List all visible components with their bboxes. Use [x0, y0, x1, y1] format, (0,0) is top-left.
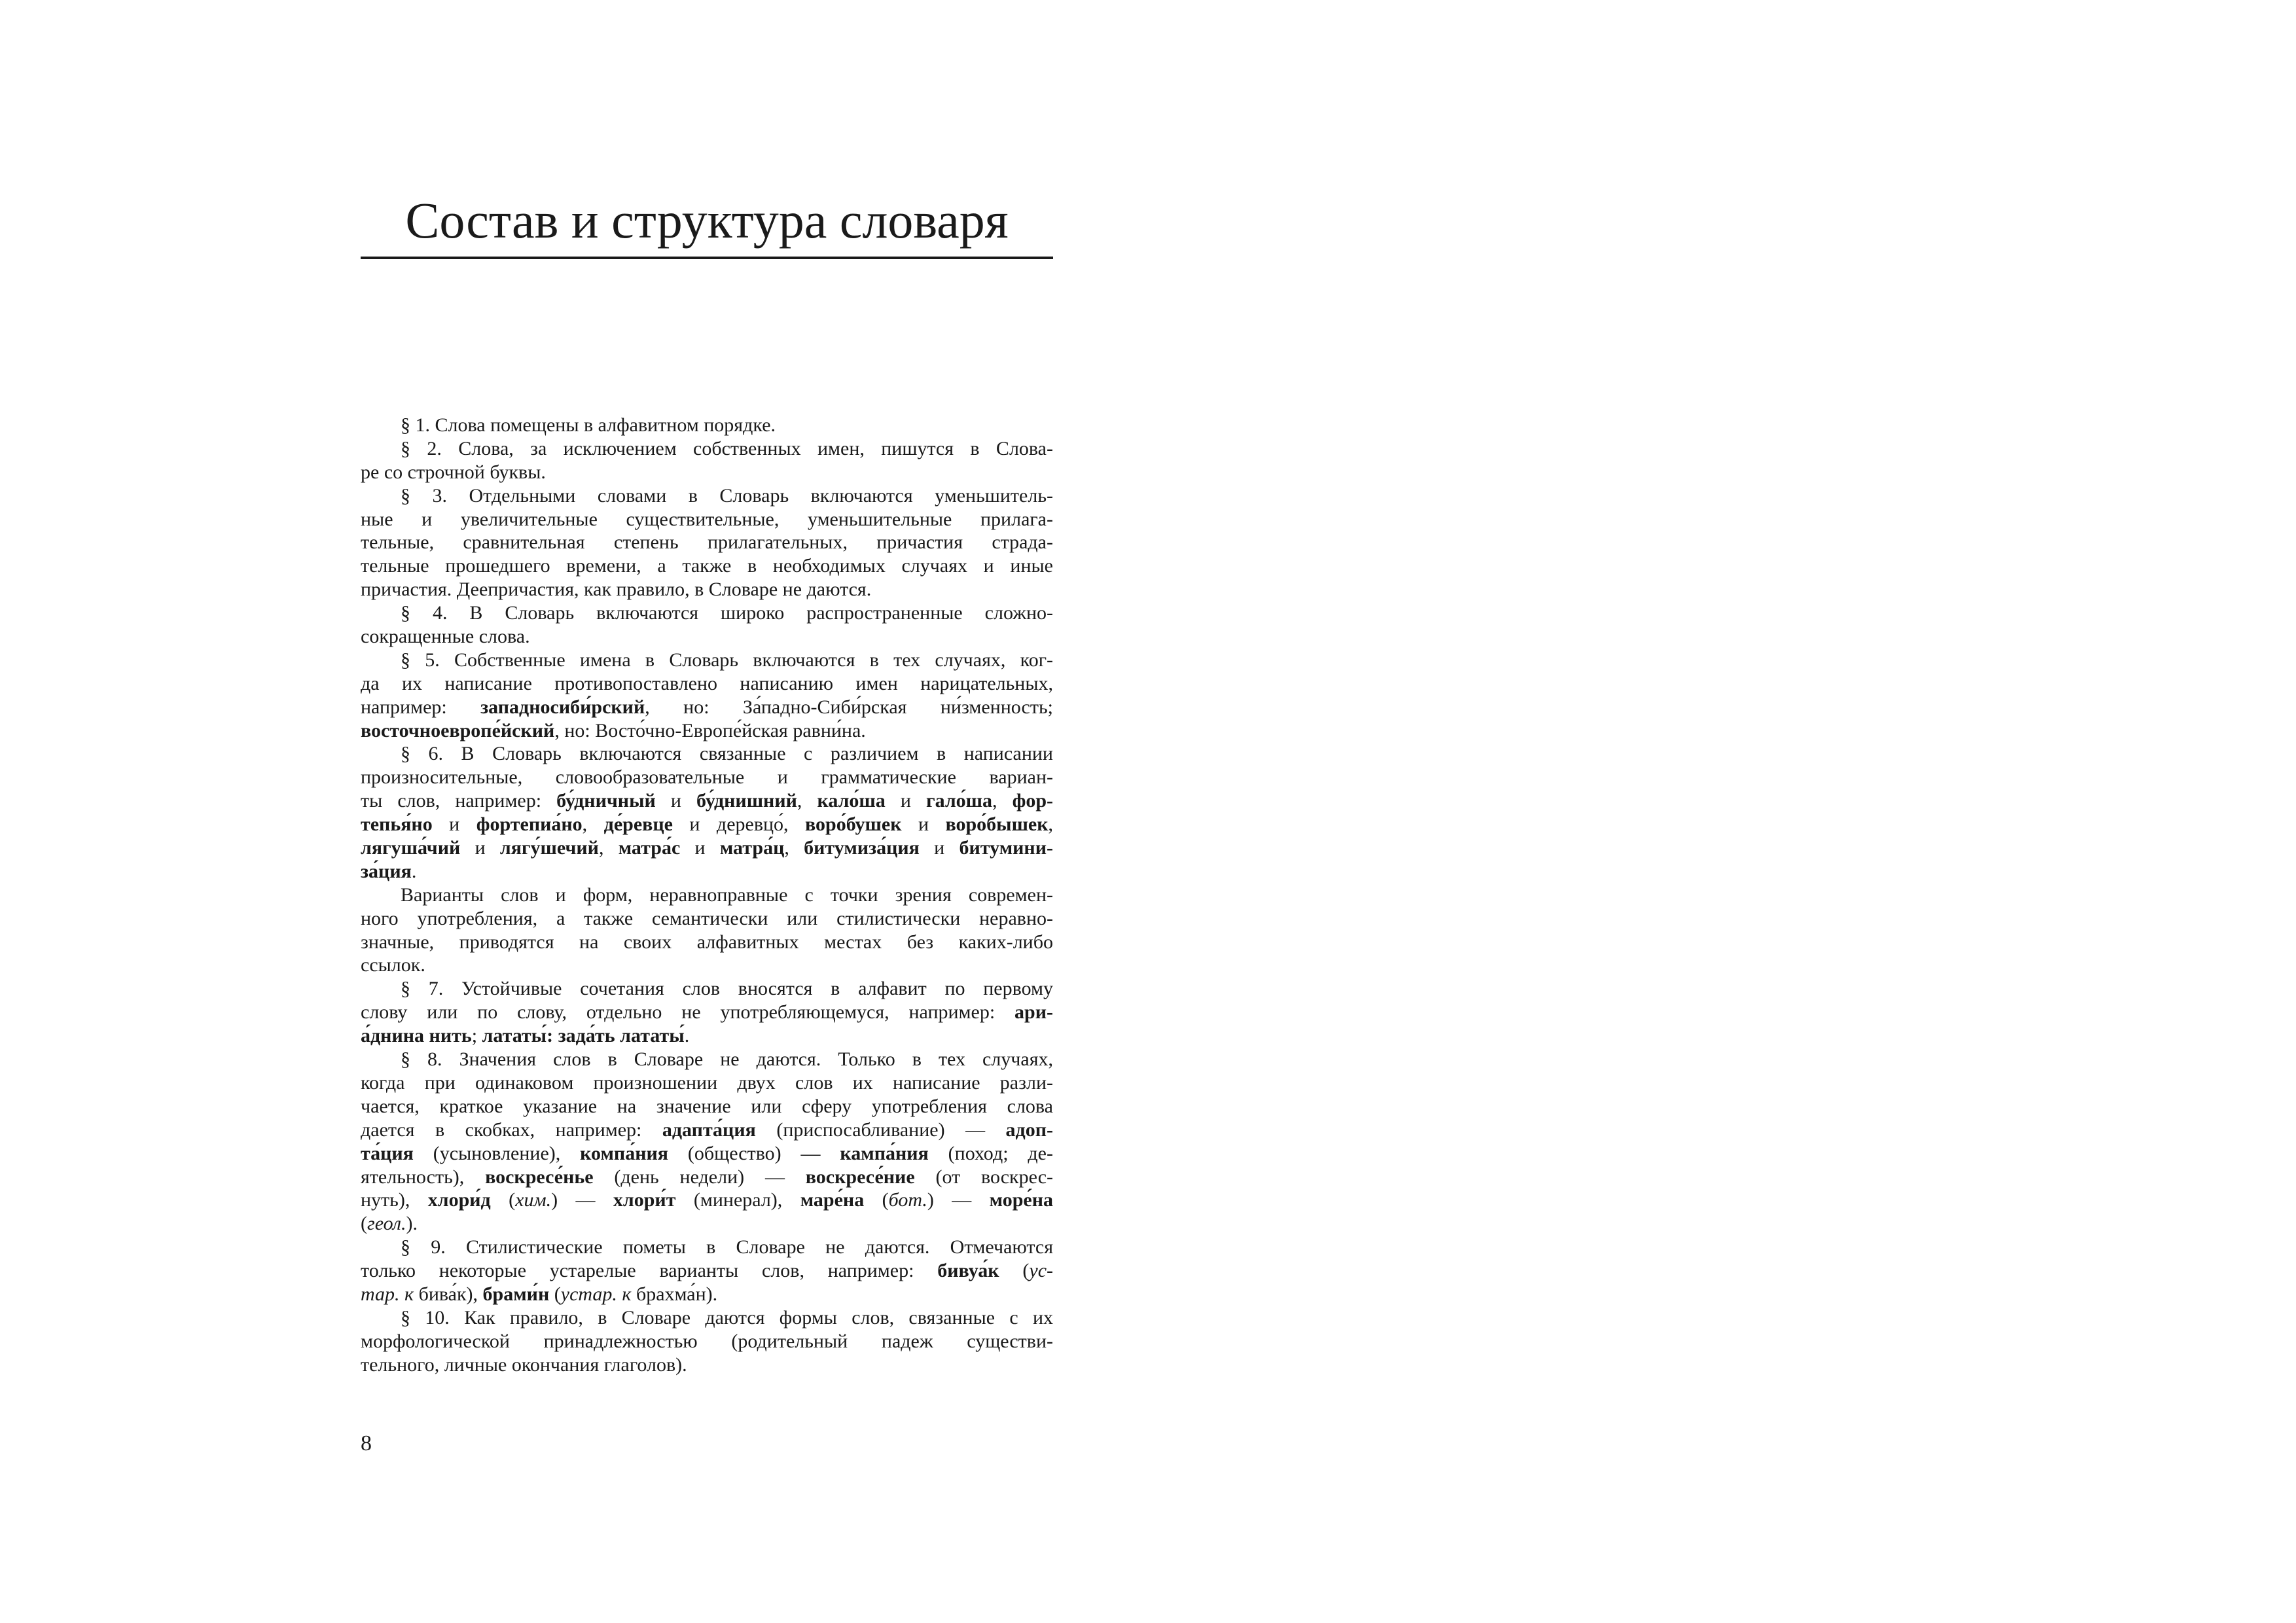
paragraph: [361, 649, 1053, 743]
paragraph: [361, 1306, 1053, 1377]
headword: ари-: [1014, 1001, 1053, 1024]
text-run: (общество) —: [668, 1142, 840, 1164]
text-run: ).: [406, 1213, 418, 1235]
text-line: чается, краткое указание на значение или сферу употребления слова: [361, 1095, 1053, 1117]
text-line: [361, 1118, 1053, 1142]
text-line: [361, 836, 1053, 860]
text-line: тельные прошедшего времени, а также в необходимых случаях и иные: [361, 555, 1053, 577]
headword: маре́на: [800, 1189, 865, 1211]
text-line: [361, 860, 1053, 883]
text-line: § 4. В Словарь включаются широко распространенные сложно-: [401, 602, 1053, 624]
headword: кампа́ния: [840, 1142, 929, 1164]
text-run: бива́к),: [414, 1283, 483, 1305]
text-run: (день недели) —: [593, 1166, 806, 1188]
text-run: ) —: [927, 1189, 990, 1211]
body-text: [361, 414, 1053, 1377]
headword: матра́ц: [719, 837, 785, 859]
text-line: § 6. В Словарь включаются связанные с различием в написании: [401, 743, 1053, 765]
headword: за́ция: [361, 860, 412, 882]
text-run: и: [919, 837, 960, 859]
headword: воскресе́ние: [805, 1166, 915, 1188]
headword: адоп-: [1005, 1118, 1053, 1141]
headword: лататы́: зада́ть лататы́: [482, 1025, 685, 1047]
text-line: § 3. Отдельными словами в Словарь включаются уменьшитель-: [401, 484, 1053, 507]
text-line: § 1. Слова помещены в алфавитном порядке.: [401, 414, 776, 436]
headword: адапта́ция: [662, 1118, 756, 1141]
text-run: ) —: [551, 1189, 613, 1211]
label-italic: хим.: [515, 1189, 552, 1211]
text-run: брахма́н).: [631, 1283, 718, 1305]
label-italic: геол.: [367, 1213, 406, 1235]
text-line: морфологической принадлежностью (родительный падеж существи-: [361, 1330, 1053, 1352]
headword: фор-: [1012, 790, 1054, 812]
paragraph: [361, 601, 1053, 649]
headword: воскресе́нье: [485, 1166, 594, 1188]
headword: воро́бышек: [945, 813, 1049, 836]
headword: фортепиа́но: [476, 813, 583, 836]
text-run: и: [680, 837, 720, 859]
headword: де́ревце: [603, 813, 673, 836]
text-run: и деревцо́,: [672, 813, 806, 836]
text-line: [361, 1001, 1053, 1024]
text-run: и: [885, 790, 926, 812]
text-run: и: [901, 813, 946, 836]
headword: та́ция: [361, 1142, 414, 1164]
headword: бу́днишний: [696, 790, 797, 812]
text-line: значные, приводятся на своих алфавитных местах без каких-либо: [361, 931, 1053, 953]
text-line: [361, 696, 1053, 719]
text-line: [361, 813, 1053, 836]
headword: гало́ша: [925, 790, 992, 812]
headword: лягуша́чий: [361, 837, 461, 859]
text-line: ссылок.: [361, 954, 425, 976]
text-run: (: [999, 1260, 1030, 1282]
text-line: § 5. Собственные имена в Словарь включаются в тех случаях, ког-: [401, 649, 1053, 671]
text-run: , но: Восто́чно-Европе́йская равни́на.: [554, 719, 866, 741]
text-run: (приспосабливание) —: [755, 1118, 1006, 1141]
page-number: 8: [361, 1431, 372, 1455]
paragraph: [361, 977, 1053, 1048]
text-line: тельного, личные окончания глаголов).: [361, 1353, 687, 1376]
text-run: например:: [361, 696, 481, 718]
text-line: ные и увеличительные существительные, уменьшительные прилага-: [361, 508, 1053, 530]
label-italic: тар. к: [361, 1283, 414, 1305]
text-line: [361, 1259, 1053, 1283]
text-run: (минерал),: [675, 1189, 800, 1211]
text-run: ,: [582, 813, 604, 836]
text-line: когда при одинаковом произношении двух слов их написание разли-: [361, 1071, 1053, 1094]
headword: лягу́шечий: [499, 837, 599, 859]
text-line: [361, 719, 1053, 743]
page-title: Состав и структура словаря: [405, 192, 1009, 249]
text-line: [361, 789, 1053, 813]
text-line: § 2. Слова, за исключением собственных имен, пишутся в Слова-: [401, 437, 1053, 459]
text-run: ,: [992, 790, 1013, 812]
paragraph: [361, 414, 1053, 437]
text-run: (: [490, 1189, 516, 1211]
text-line: [361, 1024, 1053, 1048]
headword: а́днина нить: [361, 1025, 472, 1047]
text-line: [361, 1188, 1053, 1212]
headword: компа́ния: [580, 1142, 668, 1164]
text-run: ,: [1048, 813, 1054, 836]
label-italic: устар. к: [560, 1283, 632, 1305]
text-line: § 9. Стилистические пометы в Словаре не даются. Отмечаются: [401, 1236, 1053, 1258]
paragraph: [361, 484, 1053, 601]
paragraph: [361, 742, 1053, 883]
text-run: и: [432, 813, 476, 836]
headword: тепья́но: [361, 813, 433, 836]
headword: хлори́т: [613, 1189, 676, 1211]
text-line: § 8. Значения слов в Словаре не даются. Только в тех случаях,: [401, 1048, 1053, 1071]
text-run: (: [549, 1283, 561, 1305]
text-run: ,: [598, 837, 619, 859]
text-run: и: [460, 837, 500, 859]
headword: битумиза́ция: [804, 837, 920, 859]
text-run: ,: [797, 790, 817, 812]
text-run: и: [655, 790, 696, 812]
text-line: § 7. Устойчивые сочетания слов вносятся в алфавит по первому: [401, 978, 1053, 1000]
text-run: .: [411, 860, 417, 882]
headword: восточноевропе́йский: [361, 719, 555, 741]
headword: битумини-: [959, 837, 1053, 859]
text-line: Варианты слов и форм, неравноправные с точки зрения современ-: [401, 883, 1053, 906]
text-run: , но: За́падно-Сиби́рская ни́зменность;: [645, 696, 1053, 718]
headword: кало́ша: [817, 790, 886, 812]
headword: бивуа́к: [937, 1260, 999, 1282]
headword: воро́бушек: [805, 813, 902, 836]
paragraph: [361, 883, 1053, 978]
text-run: только некоторые устарелые варианты слов, например:: [361, 1260, 938, 1282]
paragraph: [361, 437, 1053, 484]
headword: хлори́д: [427, 1189, 491, 1211]
label-italic: бот.: [888, 1189, 927, 1211]
text-line: [361, 1283, 1053, 1306]
headword: бу́дничный: [556, 790, 656, 812]
text-line: ного употребления, а также семантически или стилистически неравно-: [361, 907, 1053, 929]
headword: матра́с: [618, 837, 681, 859]
text-line: сокращенные слова.: [361, 626, 530, 648]
text-line: тельные, сравнительная степень прилагательных, причастия страда-: [361, 531, 1053, 554]
text-run: (поход; де-: [928, 1142, 1053, 1164]
text-line: произносительные, словообразовательные и грамматические вариан-: [361, 766, 1053, 789]
text-run: ты слов, например:: [361, 790, 557, 812]
text-line: [361, 1166, 1053, 1189]
text-run: .: [684, 1025, 690, 1047]
text-run: ,: [784, 837, 804, 859]
paragraph: [361, 1048, 1053, 1236]
text-run: нуть),: [361, 1189, 428, 1211]
text-line: ре со строчной буквы.: [361, 461, 546, 483]
text-run: слову или по слову, отдельно не употребляющемуся, например:: [361, 1001, 1015, 1024]
text-run: дается в скобках, например:: [361, 1118, 662, 1141]
text-line: да их написание противопоставлено написанию имен нарицательных,: [361, 672, 1053, 694]
text-line: [361, 1212, 1053, 1236]
headword: брами́н: [482, 1283, 550, 1305]
text-run: (: [864, 1189, 889, 1211]
paragraph: [361, 1236, 1053, 1306]
text-run: ;: [471, 1025, 482, 1047]
text-run: (от воскрес-: [914, 1166, 1054, 1188]
text-run: (усыновление),: [413, 1142, 581, 1164]
title-rule: [361, 257, 1053, 259]
text-run: ятельность),: [361, 1166, 486, 1188]
text-line: причастия. Деепричастия, как правило, в Словаре не даются.: [361, 579, 872, 601]
headword: западносиби́рский: [480, 696, 645, 718]
text-run: (: [361, 1213, 367, 1235]
text-line: [361, 1142, 1053, 1166]
text-line: § 10. Как правило, в Словаре даются формы слов, связанные с их: [401, 1306, 1053, 1329]
label-italic: ус-: [1029, 1260, 1053, 1282]
headword: море́на: [989, 1189, 1053, 1211]
